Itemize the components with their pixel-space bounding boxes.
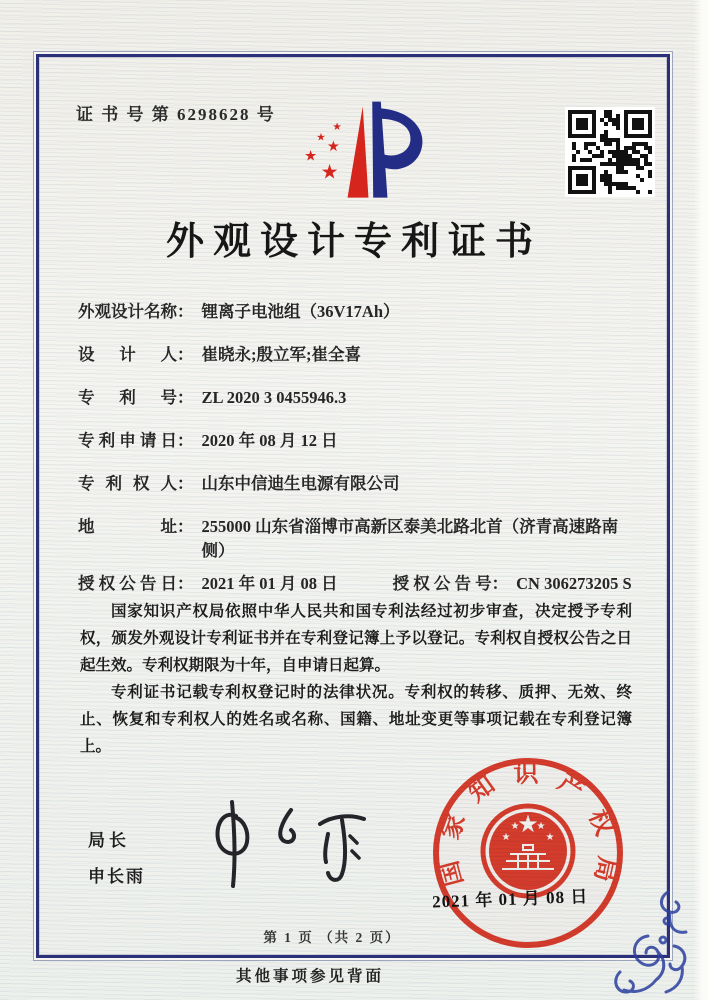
- svg-text:★: ★: [545, 832, 555, 843]
- colon: ：: [177, 302, 194, 321]
- colon: ：: [177, 345, 194, 364]
- field-label: 专利权人: [78, 474, 177, 493]
- field-value: 255000 山东省淄博市高新区泰美北路北首（济青高速路南侧）: [201, 517, 619, 560]
- field-label: 专利申请日: [78, 431, 177, 450]
- field-value: 2021 年 01 月 08 日: [201, 574, 338, 593]
- signer-name: 申长雨: [88, 867, 145, 886]
- field-label: 专利号: [78, 388, 177, 407]
- seal-authority-text: 国家知识产权局: [435, 760, 621, 889]
- svg-text:★: ★: [536, 821, 546, 832]
- qr-code: [565, 107, 655, 197]
- field-value: 崔晓永;殷立军;崔全喜: [201, 345, 361, 364]
- svg-text:★: ★: [320, 161, 339, 184]
- svg-text:★: ★: [332, 122, 342, 134]
- photo-edge: [693, 0, 708, 1000]
- svg-text:★: ★: [510, 821, 520, 832]
- field-label: 外观设计名称: [78, 302, 177, 321]
- field-label: 地址: [78, 517, 177, 536]
- field-patentee: [78, 472, 644, 496]
- certificate-body: [80, 598, 632, 760]
- signer-title: 局长: [88, 831, 130, 850]
- colon: ：: [177, 574, 194, 593]
- colon: ：: [177, 388, 194, 407]
- handwritten-signature-icon: [192, 796, 384, 892]
- body-paragraph-1: 国家知识产权局依照中华人民共和国专利法经过初步审查，决定授予专利权，颁发外观设计专利证书并在专利登记簿上予以登记。专利权自授权公告之日起生效。专利权期限为十年，自申请日起算。: [80, 603, 632, 674]
- colon: ：: [177, 474, 194, 493]
- certificate-fields: [78, 300, 644, 615]
- field-address: [78, 515, 644, 563]
- cnipa-logo-icon: [282, 96, 434, 208]
- colon: ：: [177, 517, 194, 536]
- colon: ：: [491, 574, 509, 593]
- field-value: 锂离子电池组（36V17Ah）: [201, 302, 400, 321]
- field-label: 设计人: [78, 345, 177, 364]
- svg-text:★: ★: [501, 832, 511, 843]
- back-note: 其他事项参见背面: [235, 968, 384, 985]
- field-designers: [78, 343, 644, 367]
- svg-text:★: ★: [304, 148, 317, 165]
- svg-text:★: ★: [326, 139, 340, 156]
- svg-text:★: ★: [517, 812, 539, 838]
- field-design-name: [78, 300, 644, 324]
- certificate-title: 外观设计专利证书: [165, 221, 542, 263]
- field-value: ZL 2020 3 0455946.3: [201, 388, 347, 407]
- body-paragraph-2: 专利证书记载专利权登记时的法律状况。专利权的转移、质押、无效、终止、恢复和专利权人的姓名或名称、国籍、地址变更等事项记载在专利登记簿上。: [80, 684, 632, 755]
- field-grant-number: [393, 572, 632, 596]
- field-grant-row: [78, 572, 644, 596]
- svg-text:★: ★: [316, 132, 326, 144]
- field-filing-date: [78, 429, 644, 453]
- field-value: 山东中信迪生电源有限公司: [201, 474, 400, 493]
- colon: ：: [177, 431, 194, 450]
- field-patent-number: [78, 386, 644, 410]
- certificate-number: 证 书 号 第 6298628 号: [76, 105, 276, 124]
- field-value: CN 306273205 S: [516, 574, 632, 593]
- field-label: 授权公告日: [78, 574, 177, 593]
- field-label: 授权公告号: [392, 574, 492, 593]
- seal-date: 2021 年 01 月 08 日: [431, 887, 589, 912]
- field-value: 2020 年 08 月 12 日: [201, 431, 338, 450]
- page-indicator: 第 1 页 （共 2 页）: [263, 930, 401, 945]
